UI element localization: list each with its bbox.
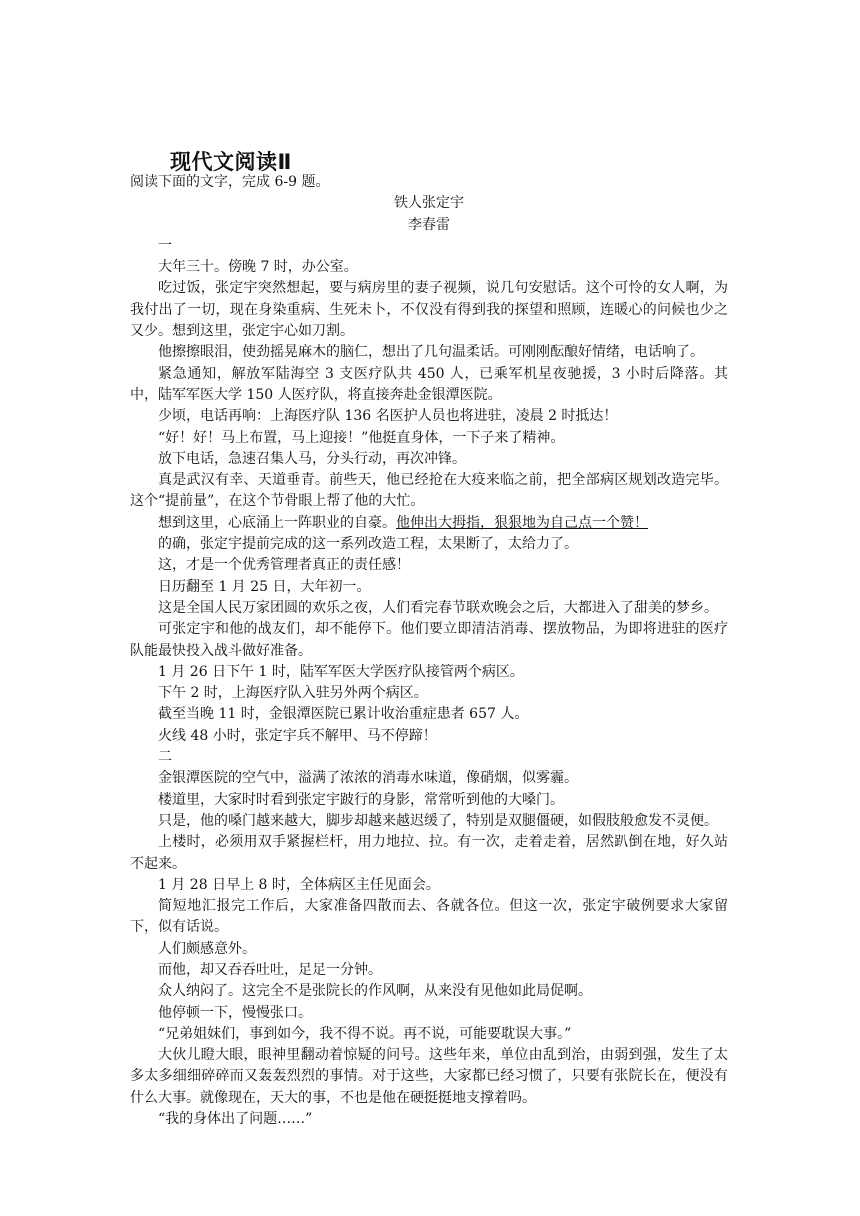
paragraph: 1 月 28 日早上 8 时，全体病区主任见面会。 [158, 876, 440, 893]
underlined-sentence: 他伸出大拇指，狠狠地为自己点一个赞！ [396, 514, 648, 531]
paragraph: 人们颇感意外。 [158, 940, 256, 957]
section-title: 现代文阅读Ⅱ [170, 150, 292, 174]
paragraph: 大年三十。傍晚 7 时，办公室。 [158, 259, 358, 276]
instruction: 阅读下面的文字，完成 6-9 题。 [130, 174, 330, 190]
paragraph: 这是全国人民万家团圆的欢乐之夜，人们看完春节联欢晚会之后，大都进入了甜美的梦乡。 [158, 599, 718, 616]
paragraph: 这，才是一个优秀管理者真正的责任感！ [158, 557, 410, 574]
paragraph [130, 513, 728, 534]
part-marker-one: 一 [158, 237, 172, 254]
paragraph: 只是，他的嗓门越来越大，脚步却越来越迟缓了，特别是双腿僵硬，如假肢般愈发不灵便。 [158, 812, 718, 829]
paragraph: 金银潭医院的空气中，溢满了浓浓的消毒水味道，像硝烟，似雾霾。 [158, 770, 578, 787]
paragraph: 1 月 26 日下午 1 时，陆军军医大学医疗队接管两个病区。 [158, 663, 524, 680]
paragraph: 而他，却又吞吞吐吐，足足一分钟。 [158, 961, 382, 978]
paragraph: 火线 48 小时，张定宇兵不解甲、马不停蹄！ [158, 727, 437, 744]
paragraph: 紧急通知，解放军陆海空 3 支医疗队共 450 人，已乘军机星夜驰援，3 小时后降落。其中，陆军军医大学 150 人医疗队，将直接奔赴金银潭医院。 [130, 365, 728, 403]
part-marker-two: 二 [158, 749, 172, 766]
paragraph: 简短地汇报完工作后，大家准备四散而去、各就各位。但这一次，张定宇破例要求大家留下，似有话说。 [130, 898, 728, 936]
paragraph: 楼道里，大家时时看到张定宇跛行的身影，常常听到他的大嗓门。 [158, 791, 564, 808]
paragraph: 他停顿一下，慢慢张口。 [158, 1004, 312, 1021]
paragraph: 吃过饭，张定宇突然想起，要与病房里的妻子视频，说几句安慰话。这个可怜的女人啊，为我付出了一切，现在身染重病、生死未卜，不仅没有得到我的探望和照顾，连暖心的问候也少之又少。想到这里，张定宇心如刀割。 [130, 280, 728, 340]
article-title: 铁人张定宇 [394, 195, 464, 212]
paragraph: 上楼时，必须用双手紧握栏杆，用力地拉、拉。有一次，走着走着，居然趴倒在地，好久站不起来。 [130, 834, 728, 872]
paragraph: 可张定宇和他的战友们，却不能停下。他们要立即清洁消毒、摆放物品，为即将进驻的医疗队能最快投入战斗做好准备。 [130, 621, 728, 659]
paragraph: “兄弟姐妹们，事到如今，我不得不说。再不说，可能要耽误大事。” [158, 1025, 572, 1042]
paragraph: 大伙儿瞪大眼，眼神里翻动着惊疑的问号。这些年来，单位由乱到治，由弱到强，发生了太多太多细细碎碎而又轰轰烈烈的事情。对于这些，大家都已经习惯了，只要有张院长在，便没有什么大事。就像现在，天大的事，不也是他在硬挺挺地支撑着吗。 [130, 1047, 728, 1106]
paragraph: 截至当晚 11 时，金银潭医院已累计收治重症患者 657 人。 [158, 706, 529, 723]
paragraph: 日历翻至 1 月 25 日，大年初一。 [158, 578, 371, 595]
paragraph: 他擦擦眼泪，使劲摇晃麻木的脑仁，想出了几句温柔话。可刚刚酝酿好情绪，电话响了。 [158, 344, 704, 361]
article-body [130, 172, 728, 1130]
paragraph: “我的身体出了问题……” [158, 1111, 313, 1128]
paragraph: 少顷，电话再响：上海医疗队 136 名医护人员也将进驻，凌晨 2 时抵达！ [158, 408, 618, 425]
paragraph: 下午 2 时，上海医疗队入驻另外两个病区。 [158, 685, 428, 702]
paragraph-text: 想到这里，心底涌上一阵职业的自豪。 [158, 514, 396, 531]
paragraph: 放下电话，急速召集人马，分头行动，再次冲锋。 [158, 450, 466, 467]
paragraph: 真是武汉有幸、天道垂青。前些天，他已经抢在大疫来临之前，把全部病区规划改造完毕。这个“提前量”，在这个节骨眼上帮了他的大忙。 [130, 472, 728, 510]
paragraph: 众人纳闷了。这完全不是张院长的作风啊，从来没有见他如此局促啊。 [158, 983, 592, 1000]
article-author: 李春雷 [408, 216, 450, 233]
paragraph: “好！好！马上布置，马上迎接！”他挺直身体，一下子来了精神。 [158, 429, 565, 446]
paragraph: 的确，张定宇提前完成的这一系列改造工程，太果断了，太给力了。 [158, 536, 578, 553]
